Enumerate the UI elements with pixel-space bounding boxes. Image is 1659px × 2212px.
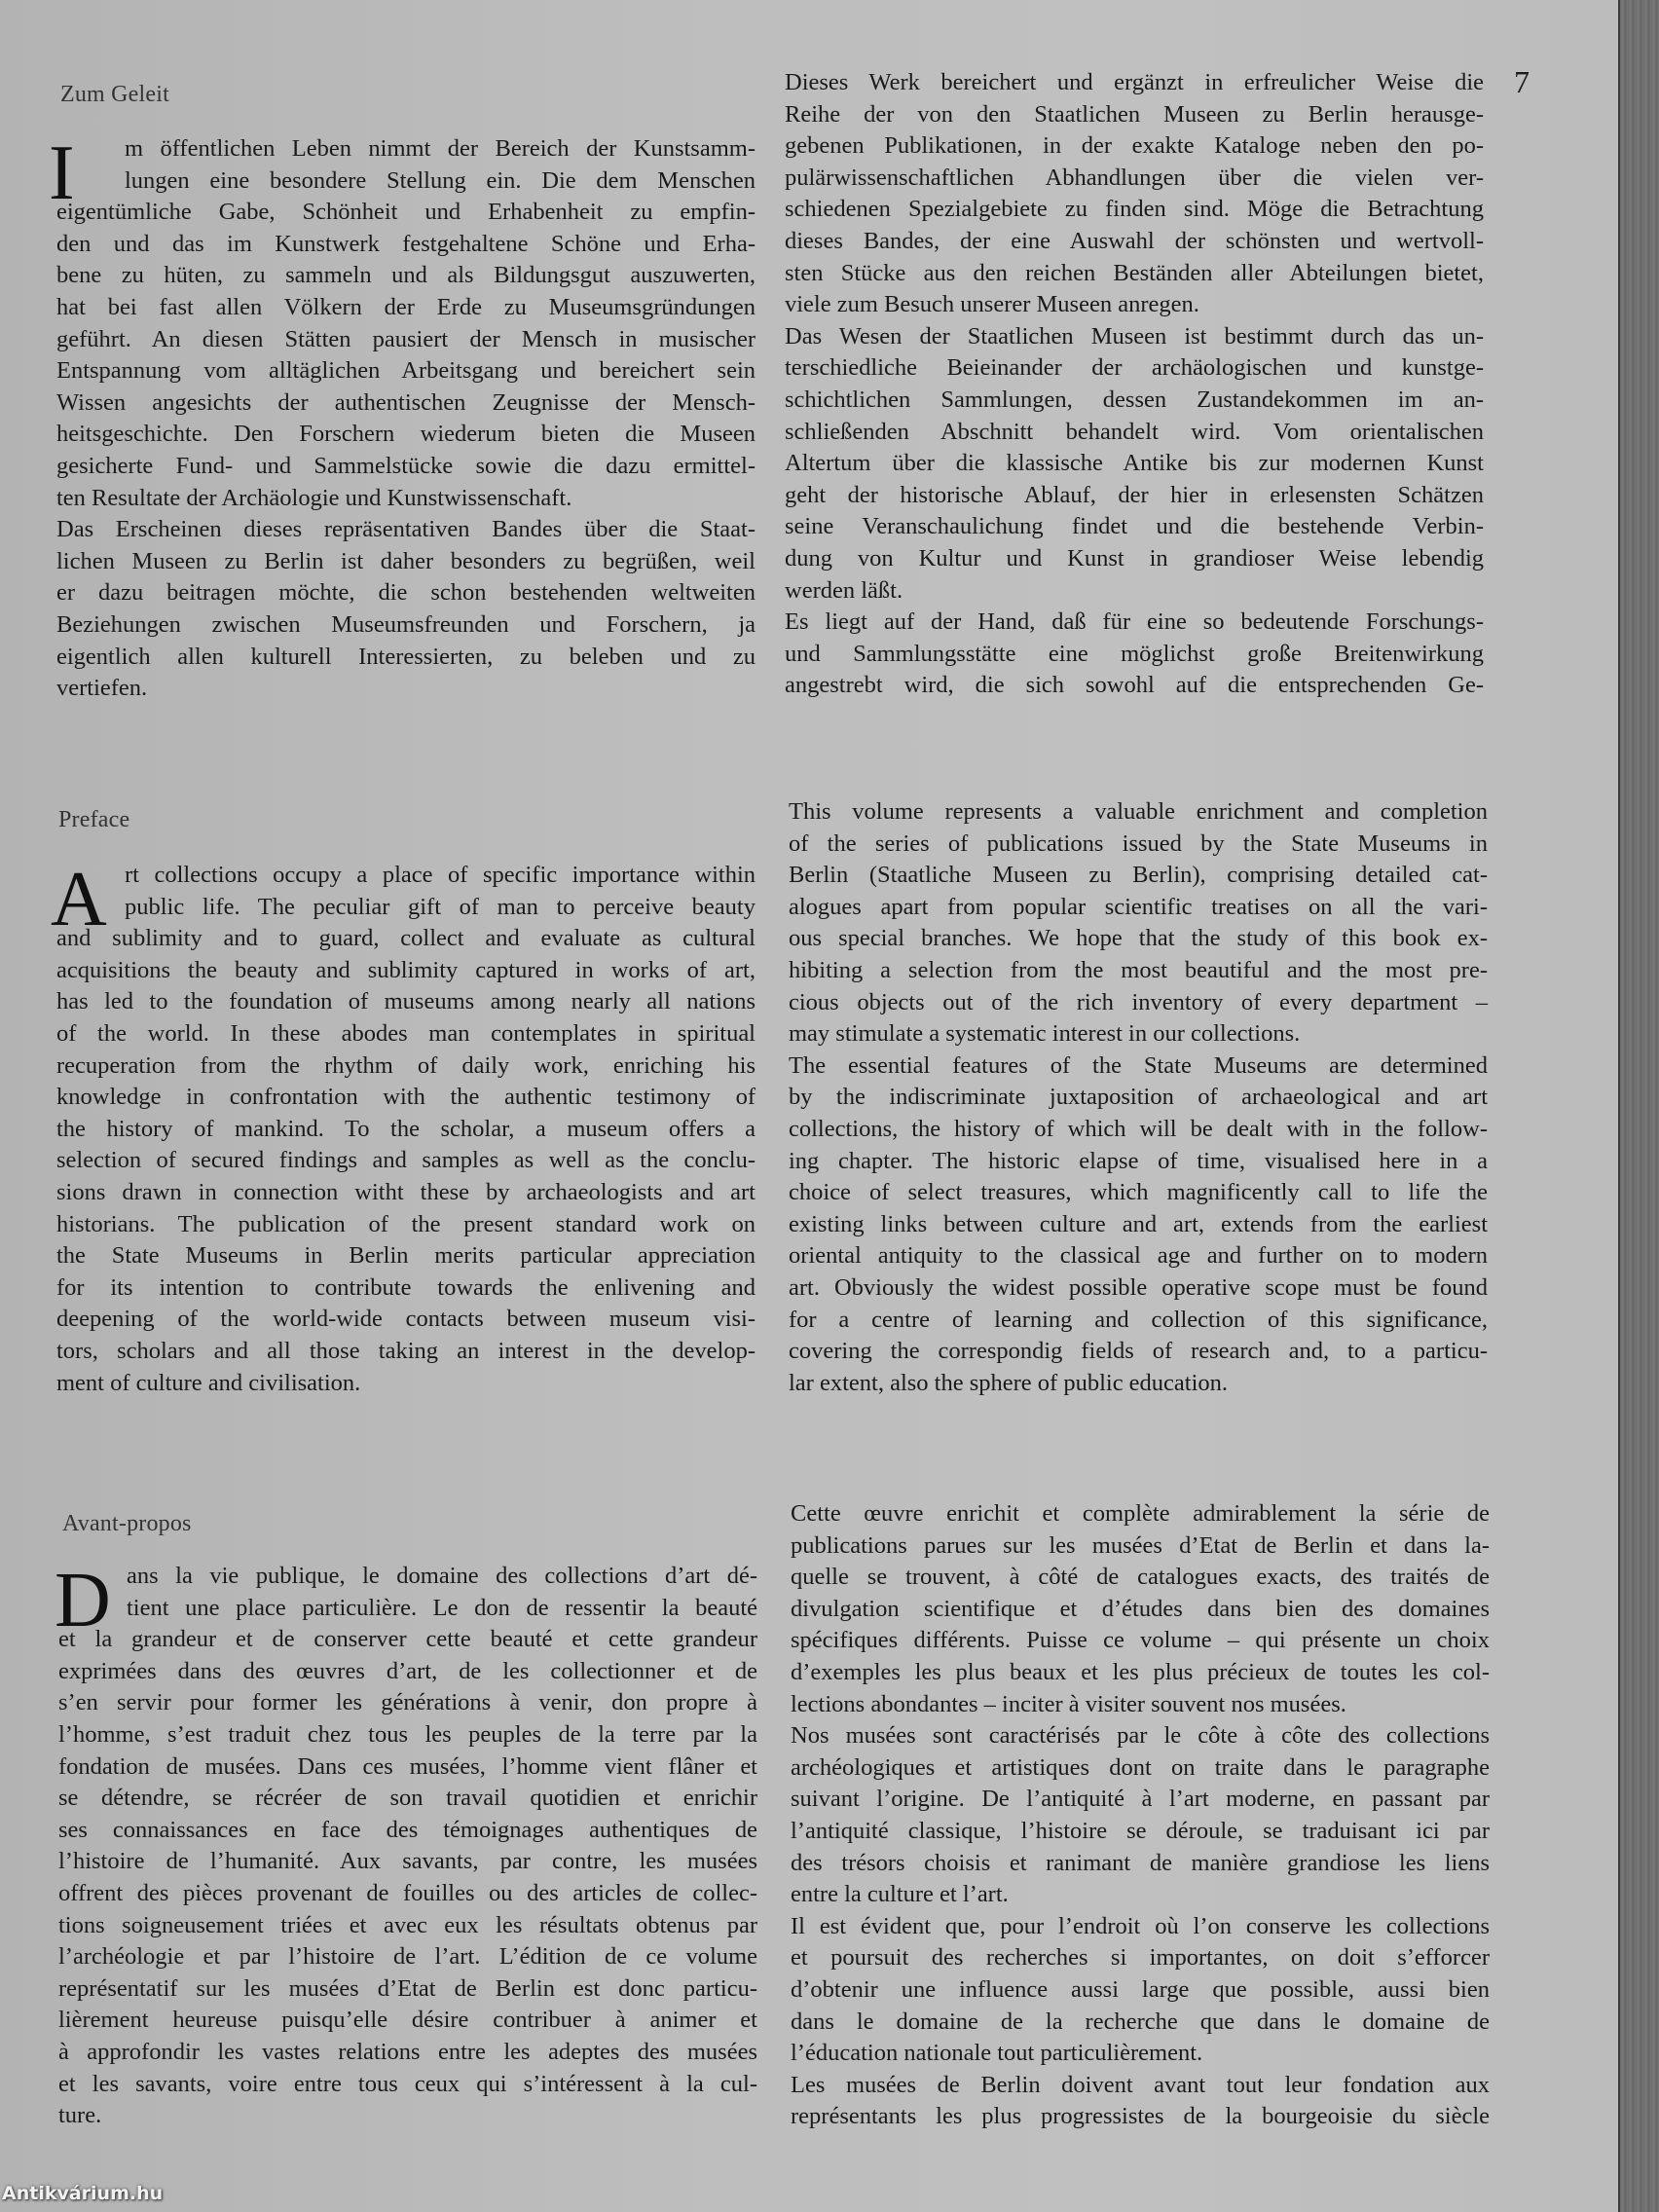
text-line: by the indiscriminate juxtaposition of archaeological and art — [789, 1084, 1488, 1111]
text-line: ing chapter. The historic elapse of time, visualised here in a — [789, 1147, 1488, 1174]
text-line: Les musées de Berlin doivent avant tout leur fondation aux — [791, 2071, 1490, 2098]
text-line: Beziehungen zwischen Museumsfreunden und Forschern, ja — [56, 610, 756, 638]
text-line: m öffentlichen Leben nimmt der Bereich der Kunstsamm- — [125, 135, 756, 162]
text-line: divulgation scientifique et d’études dans bien des domaines — [791, 1595, 1490, 1622]
text-line: tient une place particulière. Le don de ressentir la beauté — [127, 1594, 757, 1621]
column-french-right — [791, 1498, 1490, 2133]
text-line: for its intention to contribute towards the enlivening and — [56, 1273, 756, 1301]
text-line: werden läßt. — [785, 576, 903, 604]
text-line: cious objects out of the rich inventory of every department – — [789, 988, 1488, 1015]
text-line: recuperation from the rhythm of daily work, enriching his — [56, 1051, 756, 1079]
text-line: geht der historische Ablauf, der hier in erlesensten Schätzen — [785, 481, 1484, 508]
text-line: eigentümliche Gabe, Schönheit und Erhabenheit zu empfin- — [56, 199, 756, 226]
text-line: The essential features of the State Museums are determined — [789, 1051, 1488, 1079]
text-line: Altertum über die klassische Antike bis zur modernen Kunst — [785, 450, 1484, 477]
text-line: suivant l’origine. De l’antiquité à l’art moderne, en passant par — [791, 1786, 1490, 1813]
text-line: Wissen angesichts der authentischen Zeugnisse der Mensch- — [56, 388, 756, 416]
text-line: schiedenen Spezialgebiete zu finden sind. Möge die Betrachtung — [785, 196, 1484, 223]
text-line: Nos musées sont caractérisés par le côte à côte des collections — [791, 1722, 1490, 1750]
text-line: art. Obviously the widest possible operative scope must be found — [789, 1273, 1488, 1301]
text-line: seine Veranschaulichung findet und die bestehende Verbin- — [785, 513, 1484, 540]
text-line: fondation de musées. Dans ces musées, l’homme vient flâner et — [58, 1752, 757, 1780]
text-line: terschiedliche Beieinander der archäologischen und kunstge- — [785, 354, 1484, 382]
text-line: and sublimity and to guard, collect and evaluate as cultural — [56, 925, 756, 952]
drop-cap-english: A — [51, 857, 107, 942]
text-line: has led to the foundation of museums among nearly all nations — [56, 988, 756, 1015]
text-line: hibiting a selection from the most beautiful and the most pre- — [789, 956, 1488, 983]
text-line: Reihe der von den Staatlichen Museen zu Berlin herausge- — [785, 100, 1484, 128]
text-line: pulärwissenschaftlichen Abhandlungen über die vielen ver- — [785, 164, 1484, 191]
text-line: lections abondantes – inciter à visiter souvent nos musées. — [791, 1690, 1346, 1717]
text-line: tions soigneusement triées et avec eux les résultats obtenus par — [58, 1911, 757, 1938]
text-line: the State Museums in Berlin merits particular appreciation — [56, 1242, 756, 1270]
text-line: tors, scholars and all those taking an interest in the develop- — [56, 1337, 756, 1364]
text-line: Il est évident que, pour l’endroit où l’on conserve les collections — [791, 1912, 1490, 1939]
text-line: des trésors choisis et ranimant de manière grandiose les liens — [791, 1849, 1490, 1876]
text-line: d’exemples les plus beaux et les plus précieux de toutes les col- — [791, 1658, 1490, 1685]
watermark-logo: Antikvárium.hu — [2, 2183, 164, 2204]
text-line: Dieses Werk bereichert und ergänzt in erfreulicher Weise die — [785, 69, 1484, 95]
column-english-left — [56, 860, 756, 1399]
column-german-left — [56, 133, 756, 705]
text-line: schichtlichen Sammlungen, dessen Zustandekommen im an- — [785, 386, 1484, 413]
text-line: ten Resultate der Archäologie und Kunstwissenschaft. — [56, 484, 572, 511]
text-line: gebenen Publikationen, in der exakte Kataloge neben den po- — [785, 132, 1484, 160]
text-line: public life. The peculiar gift of man to perceive beauty — [125, 893, 756, 920]
section-heading-german: Zum Geleit — [60, 82, 169, 107]
text-line: den und das im Kunstwerk festgehaltene Schöne und Erha- — [56, 230, 756, 257]
section-heading-english: Preface — [58, 807, 130, 832]
text-line: This volume represents a valuable enrichment and completion — [789, 798, 1488, 825]
text-line: covering the correspondig fields of research and, to a particu- — [789, 1338, 1488, 1365]
text-line: selection of secured findings and samples as well as the conclu- — [56, 1147, 756, 1174]
text-line: collections, the history of which will be dealt with in the follow- — [789, 1115, 1488, 1142]
text-line: entre la culture et l’art. — [791, 1881, 1009, 1908]
text-line: archéologiques et artistiques dont on traite dans le paragraphe — [791, 1753, 1490, 1781]
column-french-left — [58, 1561, 757, 2132]
text-line: se détendre, se récréer de son travail quotidien et enrichir — [58, 1785, 757, 1812]
text-line: quelle se trouvent, à côté de catalogues exacts, des traités de — [791, 1564, 1490, 1591]
text-line: alogues apart from popular scientific treatises on all the vari- — [789, 893, 1488, 920]
text-line: Entspannung vom alltäglichen Arbeitsgang und bereichert sein — [56, 357, 756, 385]
text-line: gesicherte Fund- und Sammelstücke sowie die dazu ermittel- — [56, 452, 756, 479]
text-line: exprimées dans des œuvres d’art, de les collectionner et de — [58, 1657, 757, 1684]
text-line: publications parues sur les musées d’Etat de Berlin et dans la- — [791, 1531, 1490, 1559]
text-line: viele zum Besuch unserer Museen anregen. — [785, 291, 1199, 318]
text-line: sten Stücke aus den reichen Beständen aller Abteilungen bietet, — [785, 259, 1484, 286]
text-line: existing links between culture and art, extends from the earliest — [789, 1210, 1488, 1237]
column-german-right — [785, 67, 1484, 702]
text-line: Das Wesen der Staatlichen Museen ist bestimmt durch das un- — [785, 322, 1484, 350]
text-line: lungen eine besondere Stellung ein. Die dem Menschen — [125, 166, 756, 194]
text-line: d’obtenir une influence aussi large que possible, aussi bien — [791, 1975, 1490, 2003]
text-line: dieses Bandes, der eine Auswahl der schönsten und wertvoll- — [785, 227, 1484, 254]
text-line: eigentlich allen kulturell Interessierten, zu beleben und zu — [56, 643, 756, 670]
text-line: for a centre of learning and collection of this significance, — [789, 1306, 1488, 1333]
text-line: ses connaissances en face des témoignages authentiques de — [58, 1816, 757, 1843]
text-line: dung von Kultur und Kunst in grandioser Weise lebendig — [785, 544, 1484, 571]
text-line: the history of mankind. To the scholar, a museum offers a — [56, 1115, 756, 1142]
text-line: acquisitions the beauty and sublimity captured in works of art, — [56, 956, 756, 983]
text-line: vertiefen. — [56, 675, 148, 702]
text-line: hat bei fast allen Völkern der Erde zu Museumsgründungen — [56, 293, 756, 320]
text-line: l’archéologie et par l’histoire de l’art. L’édition de ce volume — [58, 1943, 757, 1971]
text-line: rt collections occupy a place of specific importance within — [125, 862, 756, 888]
text-line: deepening of the world-wide contacts between museum visi- — [56, 1306, 756, 1333]
text-line: und Sammlungsstätte eine möglichst große Breitenwirkung — [785, 640, 1484, 667]
text-line: historians. The publication of the present standard work on — [56, 1210, 756, 1237]
text-line: er dazu beitragen möchte, die schon bestehenden weltweiten — [56, 579, 756, 607]
text-line: ment of culture and civilisation. — [56, 1369, 361, 1396]
text-line: lièrement heureuse puisqu’elle désire contribuer à animer et — [58, 2007, 757, 2034]
text-line: Das Erscheinen dieses repräsentativen Bandes über die Staat- — [56, 516, 756, 543]
text-line: offrent des pièces provenant de fouilles ou des articles de collec- — [58, 1879, 757, 1906]
text-line: et les savants, voire entre tous ceux qui s’intéressent à la cul- — [58, 2070, 757, 2097]
text-line: spécifiques différents. Puisse ce volume – qui présente un choix — [791, 1627, 1490, 1654]
text-line: ous special branches. We hope that the study of this book ex- — [789, 925, 1488, 952]
text-line: et poursuit des recherches si importantes, on doit s’efforcer — [791, 1944, 1490, 1972]
text-line: geführt. An diesen Stätten pausiert der Mensch in musischer — [56, 325, 756, 352]
text-line: heitsgeschichte. Den Forschern wiederum bieten die Museen — [56, 421, 756, 448]
text-line: représentants les plus progressistes de la bourgeoisie du siècle — [791, 2103, 1490, 2130]
text-line: ture. — [58, 2102, 102, 2129]
text-line: s’en servir pour former les générations à venir, don propre à — [58, 1689, 757, 1716]
text-line: of the series of publications issued by the State Museums in — [789, 830, 1488, 857]
text-line: l’éducation nationale tout particulièrement. — [791, 2040, 1203, 2067]
column-english-right — [789, 796, 1488, 1399]
text-line: oriental antiquity to the classical age and further on to modern — [789, 1242, 1488, 1270]
text-line: Cette œuvre enrichit et complète admirablement la série de — [791, 1500, 1490, 1527]
text-line: angestrebt wird, die sich sowohl auf die entsprechenden Ge- — [785, 672, 1484, 699]
text-line: dans le domaine de la recherche que dans le domaine de — [791, 2008, 1490, 2035]
text-line: l’antiquité classique, l’histoire se déroule, se traduisant ici par — [791, 1817, 1490, 1844]
text-line: bene zu hüten, zu sammeln und als Bildungsgut auszuwerten, — [56, 262, 756, 289]
text-line: lar extent, also the sphere of public education. — [789, 1369, 1229, 1396]
text-line: may stimulate a systematic interest in our collections. — [789, 1020, 1301, 1048]
text-line: lichen Museen zu Berlin ist daher besonders zu begrüßen, weil — [56, 547, 756, 574]
text-line: et la grandeur et de conserver cette beauté et cette grandeur — [58, 1626, 757, 1653]
text-line: ans la vie publique, le domaine des collections d’art dé- — [127, 1563, 757, 1589]
text-line: à approfondir les vastes relations entre les adeptes des musées — [58, 2038, 757, 2065]
text-line: choice of select treasures, which magnificently call to life the — [789, 1179, 1488, 1206]
text-line: knowledge in confrontation with the authentic testimony of — [56, 1084, 756, 1111]
text-line: sions drawn in connection witht these by archaeologists and art — [56, 1178, 756, 1205]
text-line: schließenden Abschnitt behandelt wird. Vom orientalischen — [785, 418, 1484, 445]
page-number: 7 — [1514, 64, 1530, 99]
section-heading-french: Avant-propos — [62, 1511, 192, 1536]
text-line: l’homme, s’est traduit chez tous les peuples de la terre par la — [58, 1720, 757, 1748]
text-line: Es liegt auf der Hand, daß für eine so bedeutende Forschungs- — [785, 608, 1484, 636]
text-line: of the world. In these abodes man contemplates in spiritual — [56, 1019, 756, 1047]
drop-cap-french: D — [55, 1558, 111, 1643]
page-edge-background — [1618, 0, 1659, 2212]
text-line: représentatif sur les musées d’Etat de Berlin est donc particu- — [58, 1974, 757, 2002]
text-line: l’histoire de l’humanité. Aux savants, par contre, les musées — [58, 1848, 757, 1875]
drop-cap-german: I — [49, 130, 75, 216]
text-line: Berlin (Staatliche Museen zu Berlin), comprising detailed cat- — [789, 862, 1488, 889]
